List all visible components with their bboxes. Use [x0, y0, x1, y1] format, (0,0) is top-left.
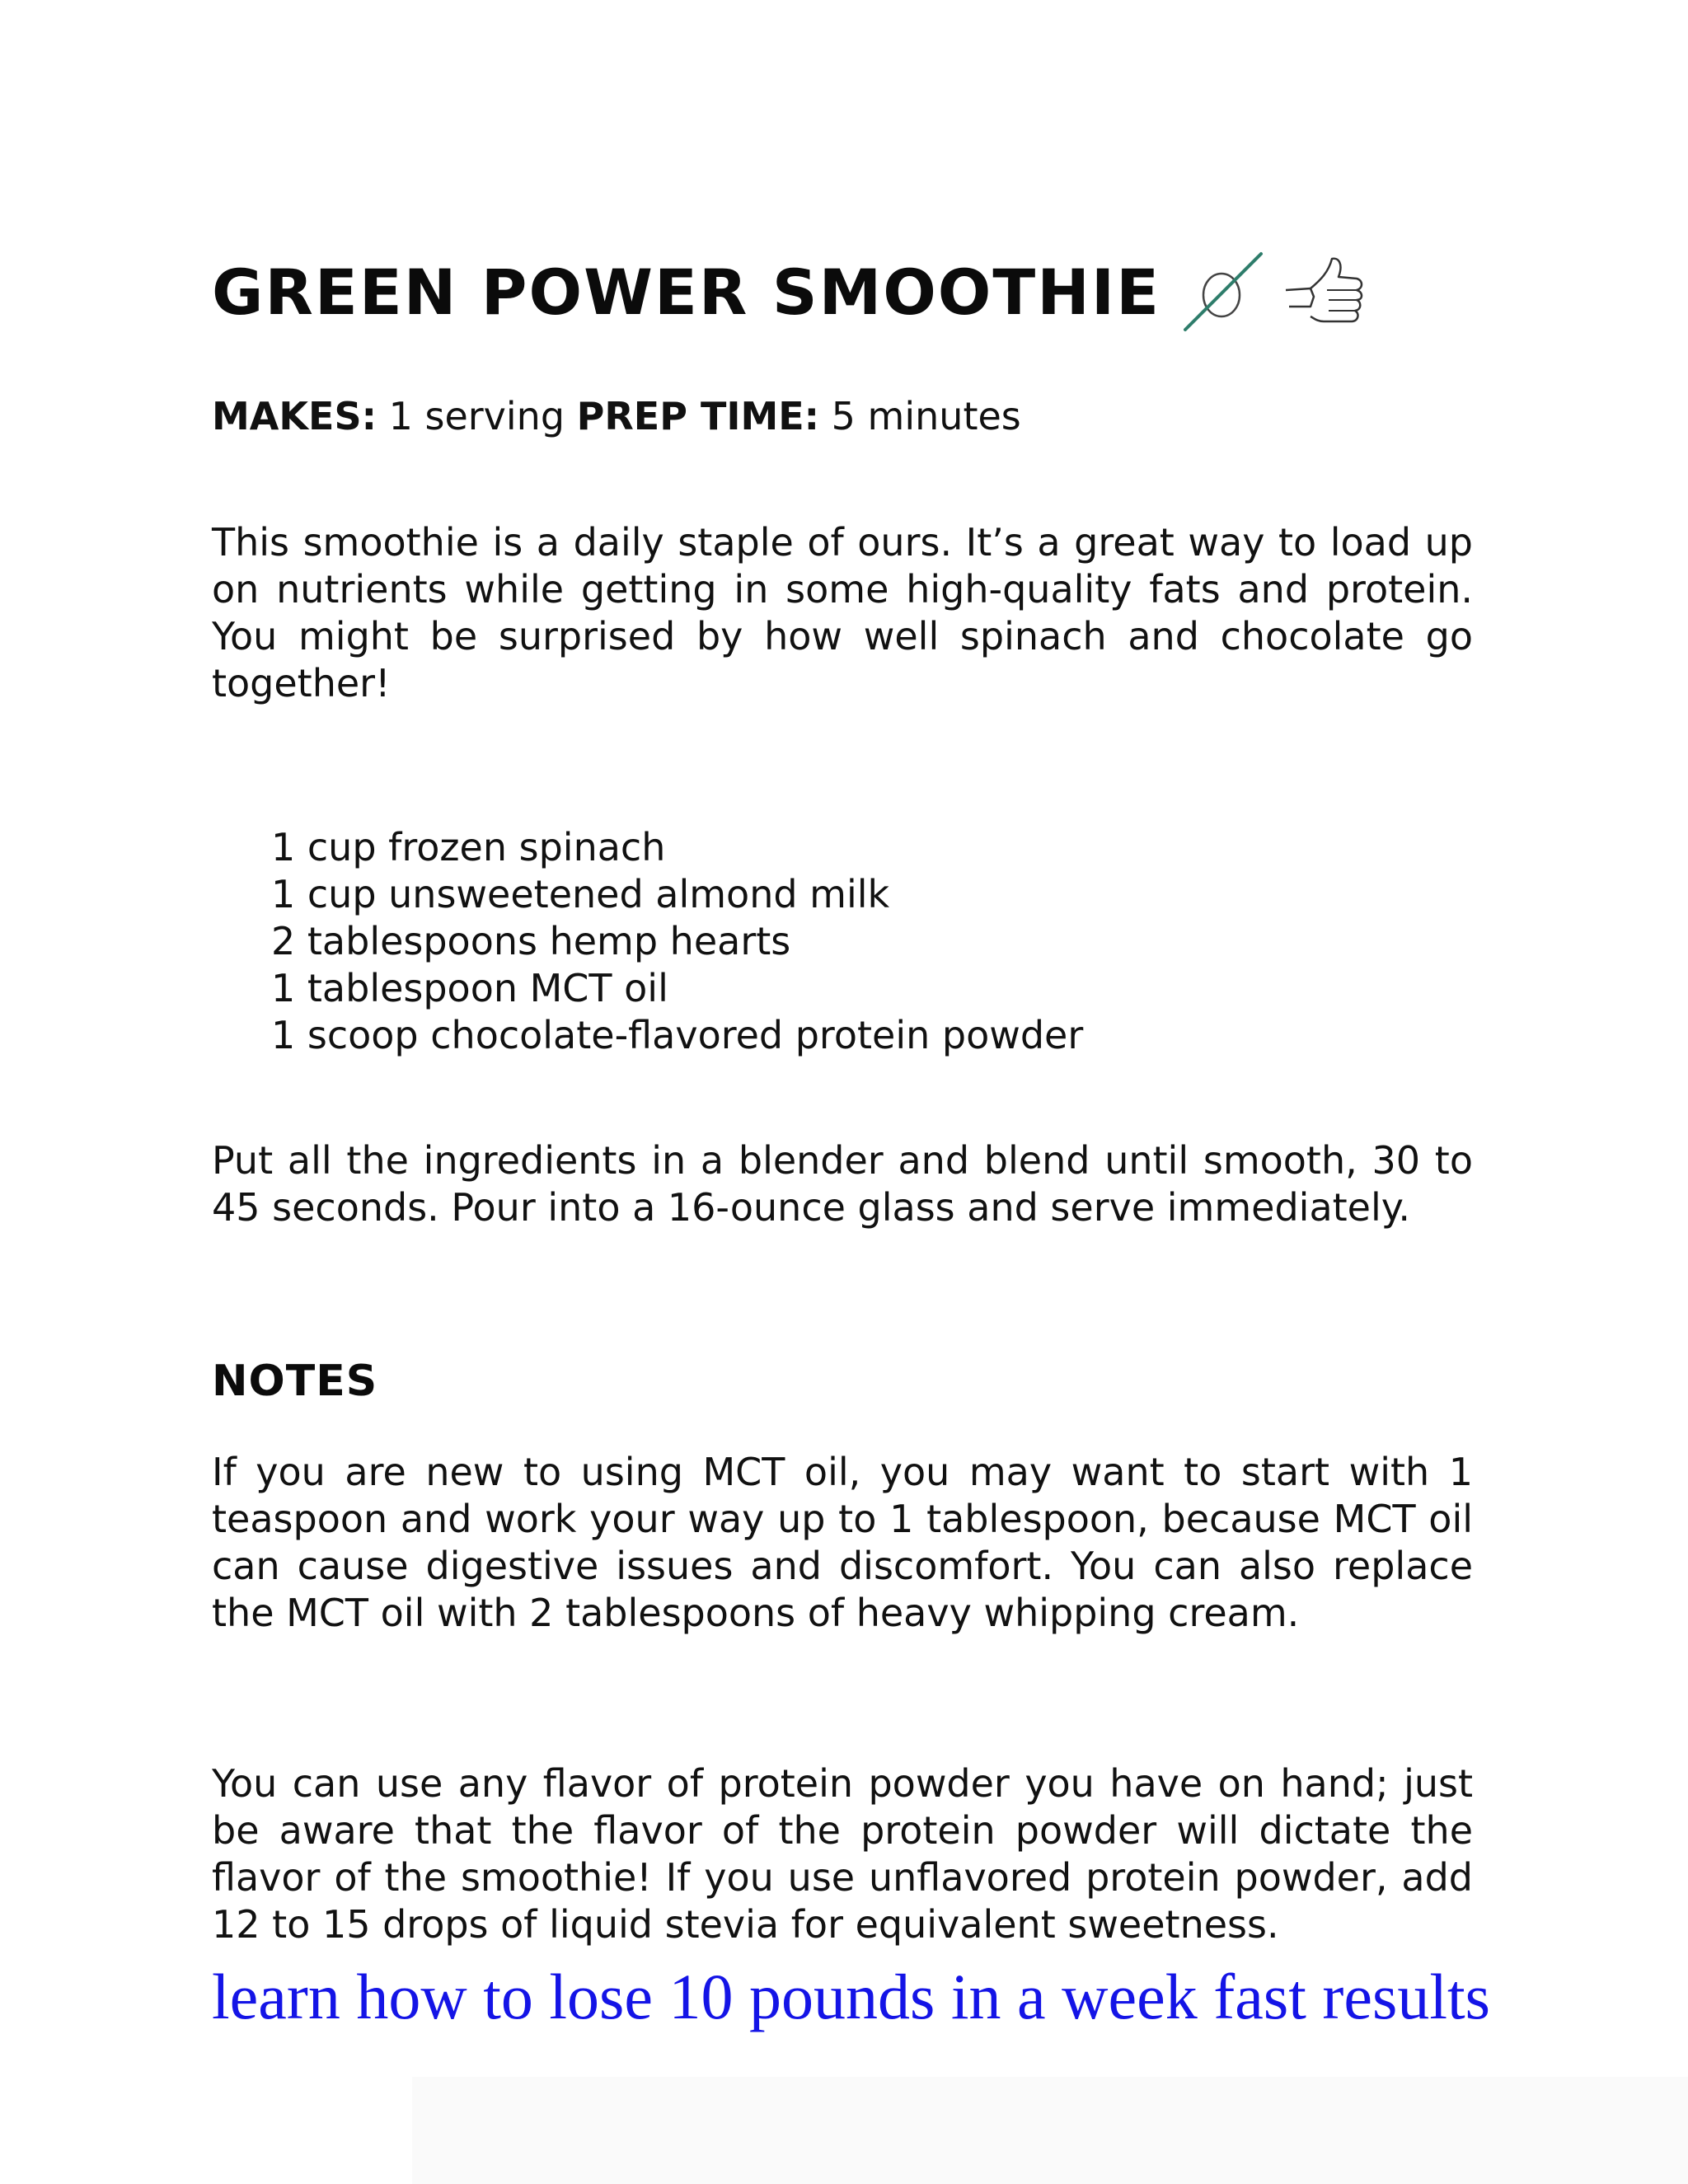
- ingredient-item: 1 tablespoon MCT oil: [271, 966, 668, 1010]
- makes-label: MAKES:: [212, 394, 377, 438]
- notes-heading: NOTES: [212, 1357, 378, 1406]
- makes-value: 1 serving: [388, 394, 565, 438]
- note-paragraph: If you are new to using MCT oil, you may want to start with 1 teaspoon and work your way up to 1 tablespoon, because MCT oil can cause digestive issues and discomfort. You can also replace the MCT oil with 2 tablespoons of heavy whipping cream.: [212, 1450, 1473, 1635]
- intro-paragraph: This smoothie is a daily staple of ours. It’s a great way to load up on nutrients while getting in some high-quality fats and protein. You might be surprised by how well spinach and chocolate go together!: [212, 520, 1473, 705]
- ingredient-item: 1 cup unsweetened almond milk: [271, 872, 890, 916]
- title-row: [212, 247, 1368, 338]
- prep-time-value: 5 minutes: [831, 394, 1021, 438]
- empty-set-icon: [1179, 247, 1269, 338]
- recipe-title: GREEN POWER SMOOTHIE: [212, 255, 1161, 329]
- ingredient-item: 1 scoop chocolate-flavored protein powder: [271, 1013, 1084, 1057]
- thumbs-up-icon: [1278, 247, 1368, 338]
- note-paragraph: You can use any flavor of protein powder you have on hand; just be aware that the flavor of the protein powder will dictate the flavor of the smoothie! If you use unflavored protein powder, add 12 to 15 drops of liquid stevia for equivalent sweetness.: [212, 1761, 1473, 1947]
- footer-shade: [412, 2077, 1688, 2184]
- prep-time-label: PREP TIME:: [576, 394, 820, 438]
- ingredient-item: 1 cup frozen spinach: [271, 825, 666, 869]
- ingredient-list: [271, 824, 1083, 1059]
- ingredient-item: 2 tablespoons hemp hearts: [271, 919, 791, 963]
- recipe-meta: [212, 394, 1021, 439]
- method-paragraph: Put all the ingredients in a blender and blend until smooth, 30 to 45 seconds. Pour into a 16-ounce glass and serve immediately.: [212, 1138, 1473, 1230]
- promo-link[interactable]: learn how to lose 10 pounds in a week fast results: [212, 1961, 1491, 2032]
- title-icons: [1179, 247, 1368, 338]
